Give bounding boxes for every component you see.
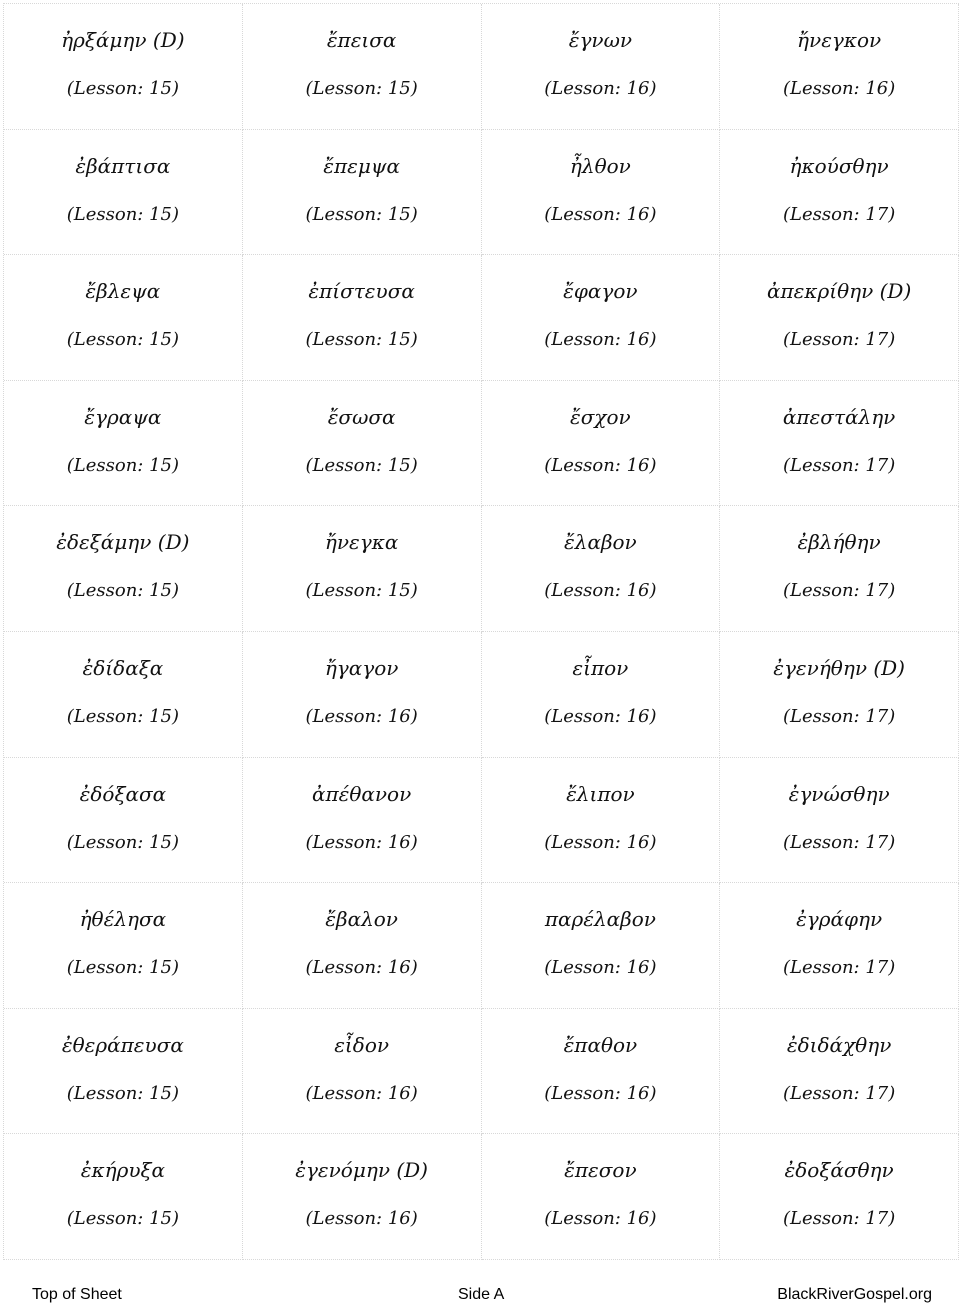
- flashcard-word: εἶπον: [572, 655, 629, 680]
- flashcard-word: ἔβλεψα: [85, 279, 161, 304]
- flashcard: [4, 1134, 243, 1260]
- flashcard-lesson: (Lesson: 15): [305, 78, 418, 99]
- flashcard: [720, 130, 959, 256]
- flashcard-word: ἔσχον: [570, 404, 631, 429]
- flashcard-lesson: (Lesson: 15): [305, 454, 418, 476]
- flashcard-word: ἐβάπτισα: [75, 153, 171, 178]
- flashcard-lesson: (Lesson: 16): [544, 580, 657, 602]
- flashcard-word: ἤγαγον: [324, 655, 399, 680]
- flashcard-lesson: (Lesson: 15): [66, 580, 179, 602]
- flashcard: [482, 883, 721, 1009]
- flashcard: [4, 255, 243, 381]
- flashcard-word: ἠρξάμην (D): [61, 28, 185, 52]
- flashcard: [720, 506, 959, 632]
- flashcard-word: ἔπεισα: [326, 28, 397, 52]
- flashcard-word: ἤνεγκα: [324, 530, 399, 555]
- flashcard: [482, 1009, 721, 1135]
- flashcard-lesson: (Lesson: 16): [544, 831, 657, 853]
- flashcard-word: εἶδον: [334, 1032, 390, 1057]
- flashcard-lesson: (Lesson: 17): [783, 329, 896, 351]
- flashcard-word: ἔγνων: [568, 28, 633, 52]
- flashcard-lesson: (Lesson: 17): [783, 705, 896, 727]
- flashcard-lesson: (Lesson: 15): [305, 580, 418, 602]
- flashcard-lesson: (Lesson: 15): [66, 1082, 179, 1104]
- flashcard-word: ἔλιπον: [566, 781, 635, 806]
- flashcard-lesson: (Lesson: 17): [783, 831, 896, 853]
- flashcard-lesson: (Lesson: 16): [544, 78, 657, 99]
- flashcard-lesson: (Lesson: 15): [66, 831, 179, 853]
- flashcard: [243, 883, 482, 1009]
- flashcard-word: ἔσωσα: [327, 404, 396, 429]
- flashcard-word: ἀπέθανον: [311, 781, 412, 806]
- flashcard: [243, 130, 482, 256]
- flashcard: [720, 632, 959, 758]
- flashcard-lesson: (Lesson: 17): [783, 580, 896, 602]
- flashcard-lesson: (Lesson: 17): [783, 203, 896, 225]
- flashcard: [482, 381, 721, 507]
- flashcard: [482, 130, 721, 256]
- flashcard-lesson: (Lesson: 16): [544, 1208, 657, 1230]
- flashcard: [243, 381, 482, 507]
- flashcard-lesson: (Lesson: 15): [66, 957, 179, 979]
- footer-sheet-position: Top of Sheet: [32, 1286, 122, 1303]
- flashcard: [482, 758, 721, 884]
- flashcard-word: ἐγνώσθην: [788, 781, 890, 806]
- flashcard-lesson: (Lesson: 15): [66, 203, 179, 225]
- flashcard: [4, 632, 243, 758]
- flashcard: [243, 1009, 482, 1135]
- flashcard-lesson: (Lesson: 17): [783, 1208, 896, 1230]
- flashcard-word: ἐθεράπευσα: [61, 1032, 184, 1057]
- flashcard: [243, 506, 482, 632]
- flashcard: [243, 255, 482, 381]
- flashcard-lesson: (Lesson: 15): [66, 454, 179, 476]
- flashcard: [720, 1134, 959, 1260]
- flashcard: [4, 506, 243, 632]
- flashcard-word: ἐγενήθην (D): [773, 655, 905, 680]
- flashcard: [4, 381, 243, 507]
- flashcard: [482, 506, 721, 632]
- flashcard-lesson: (Lesson: 16): [783, 78, 896, 99]
- flashcard-word: παρέλαβον: [544, 907, 656, 932]
- flashcard: [720, 1009, 959, 1135]
- flashcard-word: ἐδίδαξα: [82, 655, 164, 680]
- flashcard-word: ἔφαγον: [563, 279, 638, 304]
- flashcard-word: ἔπαθον: [563, 1032, 638, 1057]
- flashcard-word: ἠκούσθην: [789, 153, 889, 178]
- flashcard: [720, 381, 959, 507]
- flashcard-lesson: (Lesson: 16): [544, 705, 657, 727]
- footer-side-label: Side A: [458, 1286, 505, 1303]
- flashcard-word: ἀπεστάλην: [782, 404, 896, 429]
- flashcard: [4, 883, 243, 1009]
- flashcard-lesson: (Lesson: 15): [66, 329, 179, 351]
- flashcard-lesson: (Lesson: 15): [305, 203, 418, 225]
- flashcard: [482, 255, 721, 381]
- flashcard-lesson: (Lesson: 15): [305, 329, 418, 351]
- flashcard-word: ἐδοξάσθην: [784, 1158, 894, 1183]
- flashcard: [720, 4, 959, 130]
- flashcard-word: ἐκήρυξα: [80, 1158, 166, 1183]
- flashcard-word: ἐπίστευσα: [308, 279, 415, 304]
- flashcard: [243, 1134, 482, 1260]
- flashcard-lesson: (Lesson: 16): [305, 957, 418, 979]
- flashcard: [482, 4, 721, 130]
- flashcard-lesson: (Lesson: 17): [783, 957, 896, 979]
- flashcard-word: ἔβαλον: [325, 907, 398, 932]
- flashcard-lesson: (Lesson: 16): [305, 705, 418, 727]
- footer-website: BlackRiverGospel.org: [777, 1286, 932, 1303]
- flashcard-lesson: (Lesson: 15): [66, 705, 179, 727]
- flashcard-lesson: (Lesson: 15): [66, 1208, 179, 1230]
- page-footer: [0, 1284, 960, 1306]
- flashcard-lesson: (Lesson: 15): [66, 78, 179, 99]
- flashcard-word: ἐδόξασα: [79, 781, 167, 806]
- flashcard-grid: [3, 3, 959, 1260]
- flashcard: [482, 632, 721, 758]
- flashcard: [720, 883, 959, 1009]
- flashcard-lesson: (Lesson: 16): [544, 203, 657, 225]
- flashcard-word: ἔπεσον: [564, 1158, 637, 1183]
- flashcard: [4, 1009, 243, 1135]
- flashcard-word: ἤνεγκον: [797, 28, 882, 52]
- flashcard: [243, 632, 482, 758]
- flashcard-word: ἦλθον: [569, 153, 631, 178]
- flashcard-word: ἔλαβον: [564, 530, 637, 555]
- flashcard: [720, 758, 959, 884]
- flashcard: [243, 4, 482, 130]
- flashcard-word: ἐγενόμην (D): [295, 1158, 428, 1183]
- flashcard: [482, 1134, 721, 1260]
- flashcard-lesson: (Lesson: 16): [544, 1082, 657, 1104]
- flashcard-word: ἀπεκρίθην (D): [766, 279, 912, 304]
- flashcard: [4, 4, 243, 130]
- flashcard-word: ἠθέλησα: [79, 907, 167, 932]
- flashcard-lesson: (Lesson: 17): [783, 454, 896, 476]
- flashcard-lesson: (Lesson: 17): [783, 1082, 896, 1104]
- flashcard: [720, 255, 959, 381]
- flashcard-lesson: (Lesson: 16): [544, 329, 657, 351]
- flashcard-word: ἔγραψα: [84, 404, 162, 429]
- flashcard-lesson: (Lesson: 16): [305, 1082, 418, 1104]
- flashcard-word: ἐγράφην: [796, 907, 883, 932]
- flashcard: [4, 130, 243, 256]
- flashcard-word: ἐβλήθην: [797, 530, 881, 555]
- flashcard-lesson: (Lesson: 16): [305, 1208, 418, 1230]
- flashcard-lesson: (Lesson: 16): [544, 454, 657, 476]
- flashcard-lesson: (Lesson: 16): [544, 957, 657, 979]
- flashcard-word: ἐδιδάχθην: [786, 1032, 892, 1057]
- flashcard-word: ἔπεμψα: [323, 153, 401, 178]
- flashcard-word: ἐδεξάμην (D): [56, 530, 190, 555]
- flashcard-lesson: (Lesson: 16): [305, 831, 418, 853]
- flashcard: [4, 758, 243, 884]
- flashcard: [243, 758, 482, 884]
